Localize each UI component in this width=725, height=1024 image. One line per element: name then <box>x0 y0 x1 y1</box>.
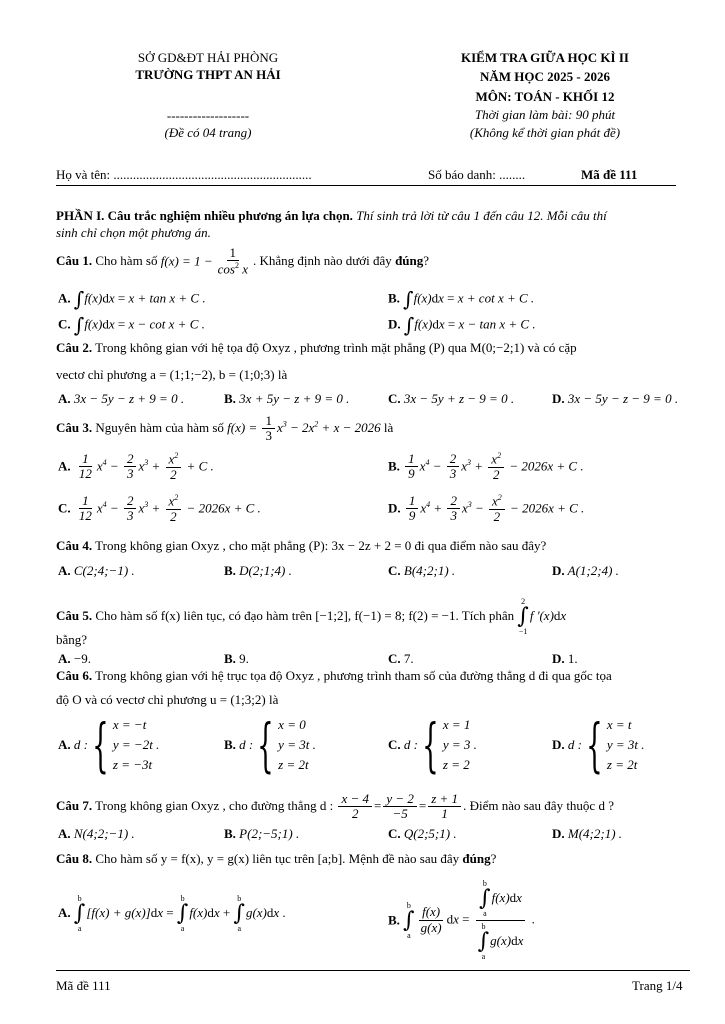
question-6-line2: độ O và có vectơ chỉ phương u = (1;3;2) là <box>56 692 279 707</box>
q2-option-c[interactable]: C. 3x − 5y + z − 9 = 0 . <box>388 391 515 406</box>
q5-option-c[interactable]: C. 7. <box>388 651 414 666</box>
question-2: Câu 2. Trong không gian với hệ tọa độ Oxyz , phương trình mặt phẳng (P) qua M(0;−2;1) và có cặp <box>56 340 577 355</box>
page-count-note: (Đề có 04 trang) <box>164 125 252 140</box>
footer-exam-code: Mã đề 111 <box>56 978 111 993</box>
q8-option-a[interactable]: A. b ∫ a [f(x) + g(x)]dx = b ∫ a f(x)dx + b ∫ a g(x)dx . <box>58 894 286 933</box>
question-3: Câu 3. Nguyên hàm của hàm số f(x) = $\frac{1}{3}$ $x^3 - 2x^2 + x - 2026$ là <box>56 413 394 444</box>
q2-option-d[interactable]: D. 3x − 5y − z − 9 = 0 . <box>552 391 679 406</box>
q3-option-c[interactable]: C. $\frac{1}{12}$ $x^4$ − $\frac{2}{3}$ $x^3$ + $\frac{x^2}{2}$ − 2026x + C . <box>58 493 261 524</box>
time-note: (Không kể thời gian phát đề) <box>469 125 621 140</box>
question-5: Câu 5. Cho hàm số f(x) liên tục, có đạo hàm trên [−1;2], f(−1) = 8; f(2) = −1. Tích phân 2 ∫ −1 f '(x)dx <box>56 597 567 636</box>
q6-option-b[interactable]: B. d : { x = 0 y = 3t . z = 2t <box>224 711 316 779</box>
question-8: Câu 8. Cho hàm số y = f(x), y = g(x) liên tục trên [a;b]. Mệnh đề nào sau đây đúng? <box>56 851 497 866</box>
q7-option-d[interactable]: D. M(4;2;1) . <box>552 826 623 841</box>
school-year: NĂM HỌC 2025 - 2026 <box>480 69 610 84</box>
q1-option-d[interactable]: D. ∫f(x)dx = x − tan x + C . <box>388 313 536 337</box>
q1-option-a[interactable]: A. ∫f(x)dx = x + tan x + C . <box>58 287 206 311</box>
school-name: TRƯỜNG THPT AN HẢI <box>135 67 281 82</box>
q5-option-b[interactable]: B. 9. <box>224 651 249 666</box>
q4-option-d[interactable]: D. A(1;2;4) . <box>552 563 619 578</box>
dept-name: SỞ GD&ĐT HẢI PHÒNG <box>137 50 279 65</box>
exam-title: KIỂM TRA GIỮA HỌC KÌ II <box>461 50 629 65</box>
name-field: Họ và tên: ............................................................. <box>56 167 312 182</box>
question-1: Câu 1. Cho hàm số f(x) = 1 − $\frac{1}{\cos^2 x}$ . Khẳng định nào dưới đây đúng? <box>56 245 430 277</box>
footer-rule <box>56 970 690 971</box>
footer-page-number: Trang 1/4 <box>632 978 683 993</box>
q3-option-b[interactable]: B. $\frac{1}{9}$ $x^4$ − $\frac{2}{3}$ $x^3$ + $\frac{x^2}{2}$ − 2026x + C . <box>388 451 584 482</box>
q5-option-d[interactable]: D. 1. <box>552 651 578 666</box>
time-limit: Thời gian làm bài: 90 phút <box>474 107 616 122</box>
q4-option-c[interactable]: C. B(4;2;1) . <box>388 563 456 578</box>
question-2-line2: vectơ chỉ phương a = (1;1;−2), b = (1;0;3) là <box>56 367 288 382</box>
q8-option-b[interactable]: B. b ∫ a $\frac{f(x)}{g(x)}$ dx = b ∫ a f(x)dx b ∫ a g(x)dx . <box>388 879 535 961</box>
q2-option-b[interactable]: B. 3x + 5y − z + 9 = 0 . <box>224 391 350 406</box>
q5-option-a[interactable]: A. −9. <box>58 651 91 666</box>
question-6: Câu 6. Trong không gian với hệ trục tọa độ Oxyz , phương trình tham số của đường thẳng d đi qua gốc tọa <box>56 668 612 683</box>
question-7: Câu 7. Trong không gian Oxyz , cho đường thẳng d : $\frac{x - 4}{2}$ = $\frac{y - 2}{-5}$ = $\frac{z + 1}{1}$ . Điểm nào sau đây thuộc d ? <box>56 791 614 822</box>
part1-instruction2: sinh chỉ chọn một phương án. <box>56 225 211 240</box>
q7-option-c[interactable]: C. Q(2;5;1) . <box>388 826 457 841</box>
q6-option-c[interactable]: C. d : { x = 1 y = 3 . z = 2 <box>388 711 477 779</box>
header-rule <box>56 185 676 186</box>
q7-option-a[interactable]: A. N(4;2;−1) . <box>58 826 135 841</box>
id-field: Số báo danh: ........ <box>428 167 526 182</box>
q1-option-c[interactable]: C. ∫f(x)dx = x − cot x + C . <box>58 313 205 337</box>
q1-option-b[interactable]: B. ∫f(x)dx = x + cot x + C . <box>388 287 535 311</box>
question-4: Câu 4. Trong không gian Oxyz , cho mặt phẳng (P): 3x − 2z + 2 = 0 đi qua điểm nào sau đây? <box>56 538 547 553</box>
q2-option-a[interactable]: A. 3x − 5y − z + 9 = 0 . <box>58 391 185 406</box>
q4-option-a[interactable]: A. C(2;4;−1) . <box>58 563 135 578</box>
question-5-line2: bằng? <box>56 632 88 647</box>
q3-option-d[interactable]: D. $\frac{1}{9}$ $x^4$ + $\frac{2}{3}$ $x^3$ − $\frac{x^2}{2}$ − 2026x + C . <box>388 493 585 524</box>
q6-option-d[interactable]: D. d : { x = t y = 3t . z = 2t <box>552 711 645 779</box>
subject: MÔN: TOÁN - KHỐI 12 <box>475 89 615 104</box>
exam-code: Mã đề 111 <box>581 167 638 182</box>
q4-option-b[interactable]: B. D(2;1;4) . <box>224 563 292 578</box>
q7-option-b[interactable]: B. P(2;−5;1) . <box>224 826 300 841</box>
q3-option-a[interactable]: A. $\frac{1}{12}$ $x^4$ − $\frac{2}{3}$ $x^3$ + $\frac{x^2}{2}$ + C . <box>58 451 214 482</box>
header-dashes: ------------------- <box>166 108 250 123</box>
q6-option-a[interactable]: A. d : { x = −t y = −2t . z = −3t <box>58 711 160 779</box>
part1-heading: PHẦN I. Câu trắc nghiệm nhiều phương án lựa chọn. Thí sinh trả lời từ câu 1 đến câu 12. Mỗi câu thí <box>56 208 607 223</box>
